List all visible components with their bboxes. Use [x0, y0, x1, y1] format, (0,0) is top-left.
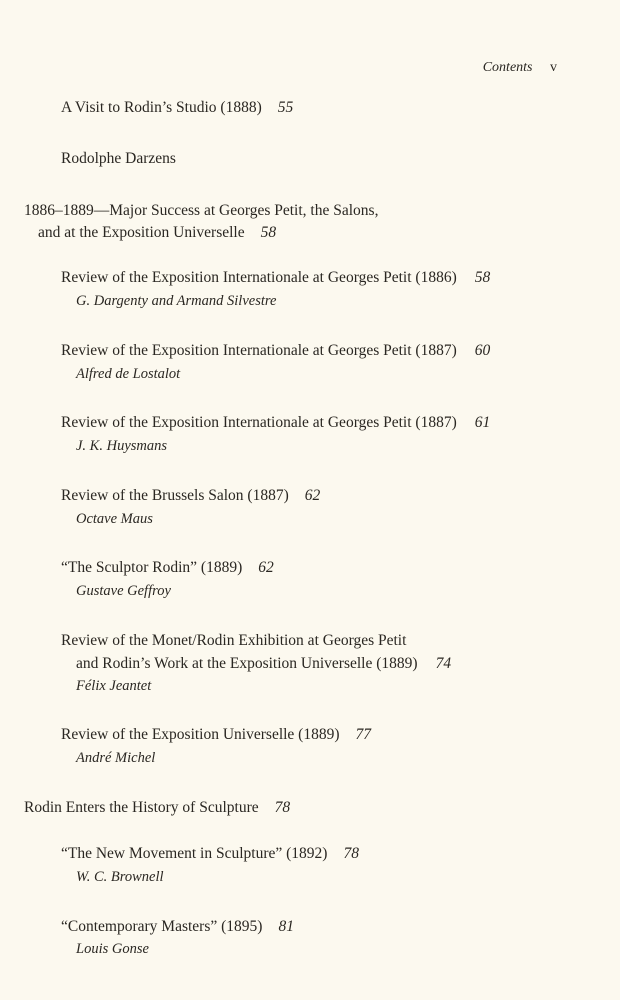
section-heading-continued	[38, 223, 276, 243]
section-heading: 1886–1889—Major Success at Georges Petit, the Salons,	[24, 202, 379, 219]
entry-page-number: 62	[304, 487, 321, 504]
entry-title-text: and Rodin’s Work at the Exposition Universelle (1889)	[76, 655, 418, 672]
toc-entry-title: Review of the Monet/Rodin Exhibition at Georges Petit	[61, 632, 407, 649]
toc-entry-author: W. C. Brownell	[76, 869, 164, 885]
entry-title-text: Review of the Exposition Universelle (1889)	[61, 726, 340, 743]
entry-page-number: 78	[343, 845, 359, 862]
entry-page-number: 62	[258, 559, 274, 576]
section-heading	[24, 798, 290, 818]
toc-entry-title	[61, 725, 371, 745]
toc-entry-author: Octave Maus	[76, 511, 153, 527]
toc-entry-author: Rodolphe Darzens	[61, 150, 176, 167]
toc-entry-title-continued	[76, 654, 451, 674]
toc-entry-title	[61, 844, 359, 864]
entry-title-text: Review of the Exposition Internationale at Georges Petit (1887)	[61, 414, 457, 431]
entry-page-number: 55	[277, 99, 294, 116]
page-number: v	[550, 60, 557, 75]
entry-page-number: 60	[474, 342, 491, 359]
toc-entry-title	[61, 341, 490, 361]
section-heading-text: and at the Exposition Universelle	[38, 224, 245, 241]
toc-entry-author: G. Dargenty and Armand Silvestre	[76, 293, 277, 309]
toc-entry-author: J. K. Huysmans	[76, 438, 168, 454]
entry-page-number: 58	[474, 269, 491, 286]
toc-entry-title	[61, 917, 294, 937]
toc-entry-author: Alfred de Lostalot	[76, 366, 181, 382]
entry-title-text: Review of the Exposition Internationale at Georges Petit (1887)	[61, 342, 457, 359]
entry-page-number: 81	[278, 918, 294, 935]
entry-title-text: Review of the Brussels Salon (1887)	[61, 487, 289, 504]
section-page-number: 58	[260, 224, 277, 241]
running-header	[483, 60, 557, 76]
toc-entry-author: André Michel	[76, 750, 156, 766]
toc-entry-title	[61, 413, 490, 433]
toc-entry-author: Gustave Geffroy	[76, 583, 171, 599]
entry-page-number: 61	[474, 414, 491, 431]
section-page-number: 78	[274, 799, 291, 816]
entry-title-text: “Contemporary Masters” (1895)	[61, 918, 263, 935]
entry-page-number: 74	[435, 655, 452, 672]
entry-title-text: “The New Movement in Sculpture” (1892)	[61, 845, 328, 862]
entry-title-text: A Visit to Rodin’s Studio (1888)	[61, 99, 262, 116]
section-heading-text: Rodin Enters the History of Sculpture	[24, 799, 259, 816]
running-header-title: Contents	[482, 60, 533, 75]
entry-page-number: 77	[355, 726, 372, 743]
toc-entry-title	[61, 98, 293, 118]
toc-entry-title	[61, 486, 320, 506]
toc-entry-author: Louis Gonse	[76, 941, 149, 957]
entry-title-text: Review of the Exposition Internationale at Georges Petit (1886)	[61, 269, 457, 286]
toc-entry-author: Félix Jeantet	[76, 678, 152, 694]
toc-entry-title	[61, 558, 274, 578]
toc-entry-title	[61, 268, 490, 288]
entry-title-text: “The Sculptor Rodin” (1889)	[61, 559, 243, 576]
